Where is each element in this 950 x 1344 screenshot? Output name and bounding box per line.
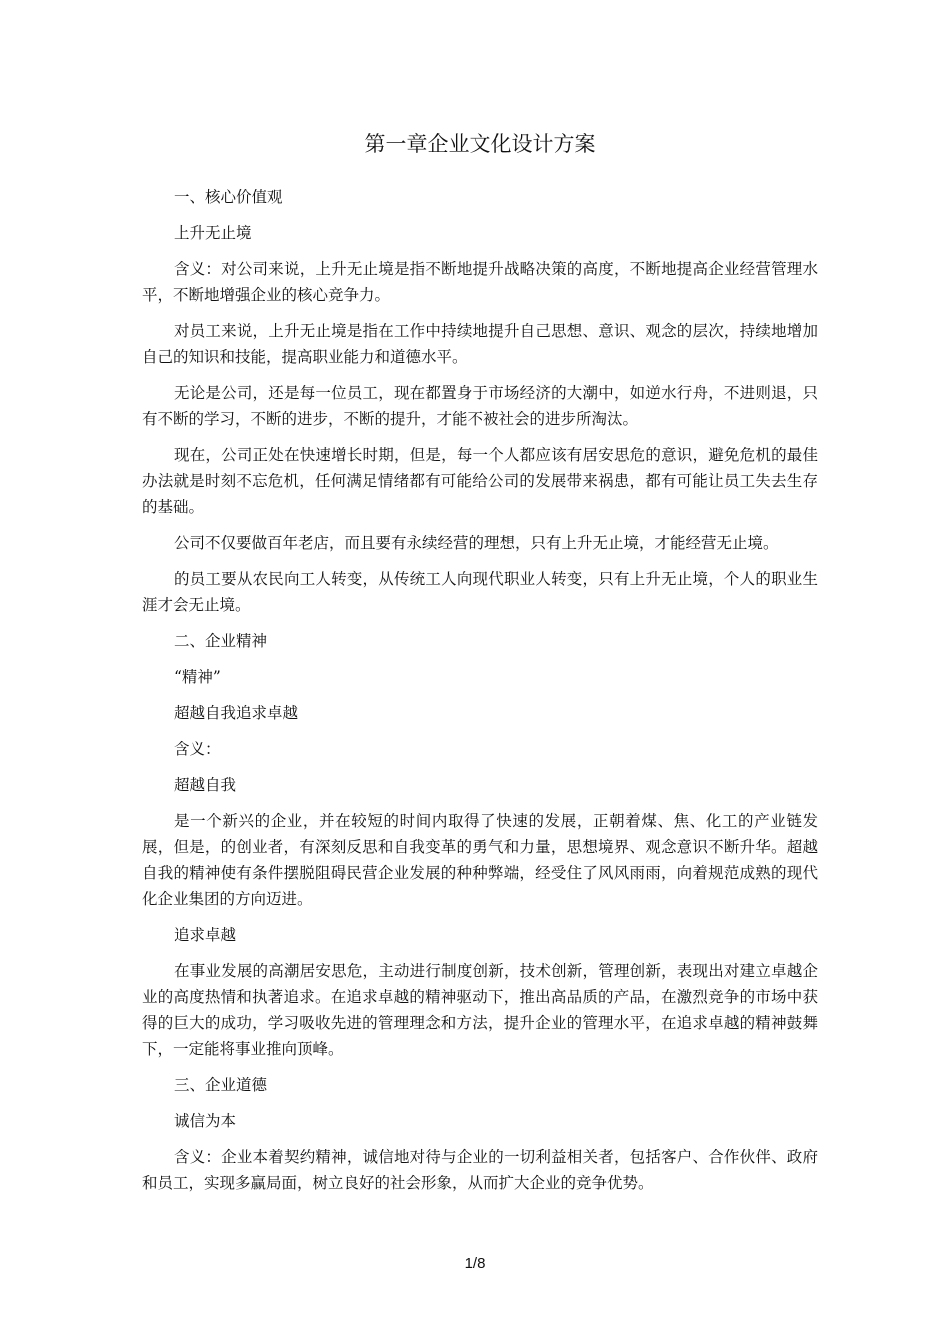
paragraph: 的员工要从农民向工人转变，从传统工人向现代职业人转变，只有上升无止境，个人的职业生涯才会无止境。 [142,570,818,614]
paragraph: 在事业发展的高潮居安思危，主动进行制度创新，技术创新，管理创新，表现出对建立卓越企业的高度热情和执著追求。在追求卓越的精神驱动下，推出高品质的产品，在激烈竞争的市场中获得的巨大的成功，学习吸收先进的管理理念和方法，提升企业的管理水平，在追求卓越的精神鼓舞下，一定能将事业推向顶峰。 [142,962,818,1058]
paragraph: 无论是公司，还是每一位员工，现在都置身于市场经济的大潮中，如逆水行舟，不进则退，只有不断的学习，不断的进步，不断的提升，才能不被社会的进步所淘汰。 [142,384,818,428]
ethics-name: 诚信为本 [174,1112,237,1130]
meaning-label: 含义： [174,740,221,758]
page-title: 第一章企业文化设计方案 [364,132,596,156]
paragraph: 现在，公司正处在快速增长时期，但是，每一个人都应该有居安思危的意识，避免危机的最佳办法就是时刻不忘危机，任何满足情绪都有可能给公司的发展带来祸患，都有可能让员工失去生存的基础。 [142,446,818,516]
spirit-slogan: 超越自我追求卓越 [174,704,299,722]
paragraph: 是一个新兴的企业，并在较短的时间内取得了快速的发展，正朝着煤、焦、化工的产业链发展，但是，的创业者，有深刻反思和自我变革的勇气和力量，思想境界、观念意识不断升华。超越自我的精神使有条件摆脱阻碍民营企业发展的种种弊端，经受住了风风雨雨，向着规范成熟的现代化企业集团的方向迈进。 [142,812,818,908]
paragraph: 公司不仅要做百年老店，而且要有永续经营的理想，只有上升无止境，才能经营无止境。 [174,534,779,552]
spirit-name: “精神” [174,668,221,686]
section-heading-core-values: 一、核心价值观 [174,188,283,206]
paragraph: 对员工来说，上升无止境是指在工作中持续地提升自己思想、意识、观念的层次，持续地增加自己的知识和技能，提高职业能力和道德水平。 [142,322,818,366]
paragraph: 含义：对公司来说，上升无止境是指不断地提升战略决策的高度，不断地提高企业经营管理水平，不断地增强企业的核心竞争力。 [142,260,818,304]
paragraph: 含义：企业本着契约精神，诚信地对待与企业的一切利益相关者，包括客户、合作伙伴、政府和员工，实现多赢局面，树立良好的社会形象，从而扩大企业的竞争优势。 [142,1148,818,1192]
page-number: 1/8 [464,1255,486,1272]
section-heading-enterprise-ethics: 三、企业道德 [174,1076,268,1094]
document-page [142,130,818,1206]
subheading-pursue-excellence: 追求卓越 [174,926,237,944]
subheading-surpass-self: 超越自我 [174,776,237,794]
section-heading-enterprise-spirit: 二、企业精神 [174,632,268,650]
core-value-name: 上升无止境 [174,224,252,242]
